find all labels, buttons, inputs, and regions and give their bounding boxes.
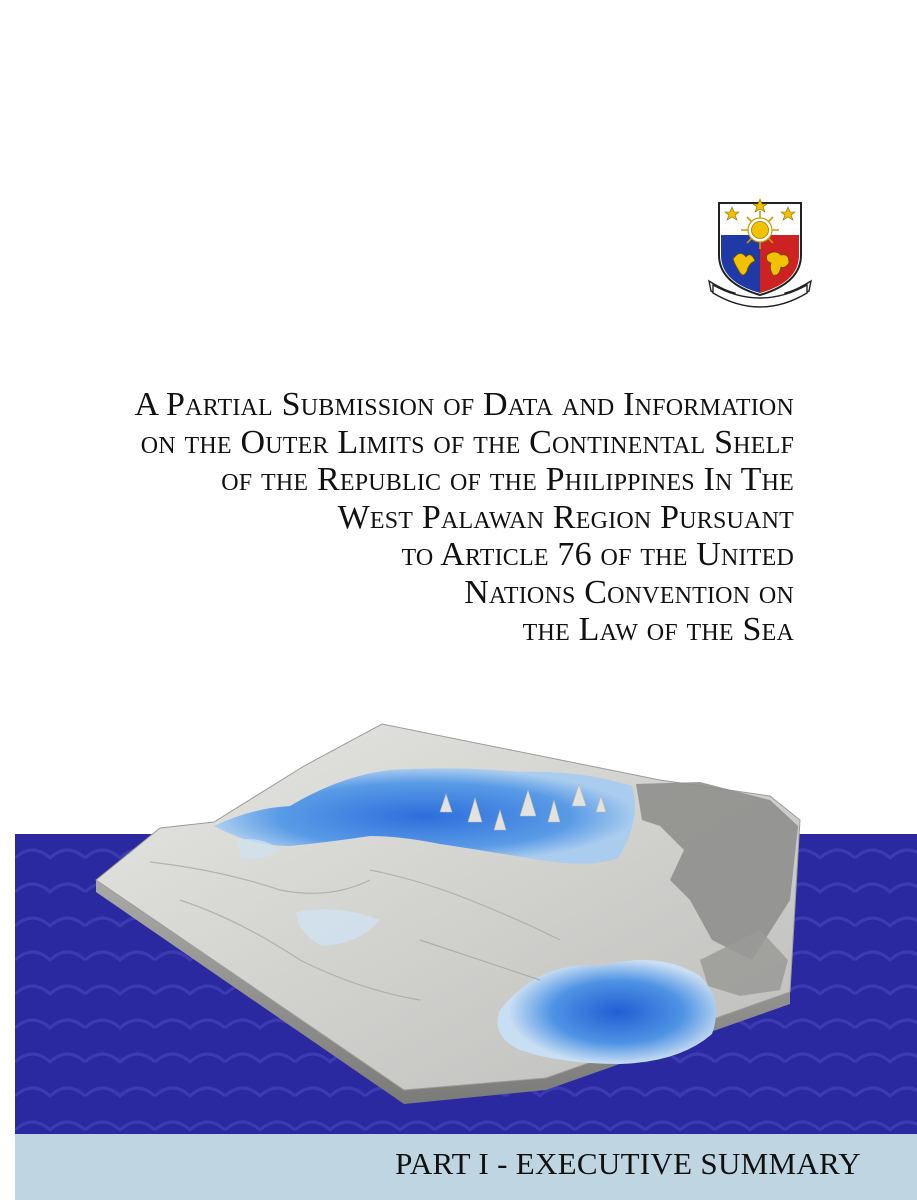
footer-band [15, 1134, 917, 1200]
title-line: on the Outer Limits of the Continental Shelf [140, 423, 794, 461]
title-line: A Partial Submission of Data and Information [134, 386, 794, 423]
title-line: Nations Convention on [464, 573, 794, 611]
title-line: of the Republic of the Philippines In The [221, 461, 794, 498]
title-line: the Law of the Sea [522, 611, 794, 648]
title-line: to Article 76 of the United [401, 536, 794, 573]
part-label: PART I - EXECUTIVE SUMMARY [395, 1146, 861, 1181]
title-line: West Palawan Region Pursuant [337, 498, 794, 536]
